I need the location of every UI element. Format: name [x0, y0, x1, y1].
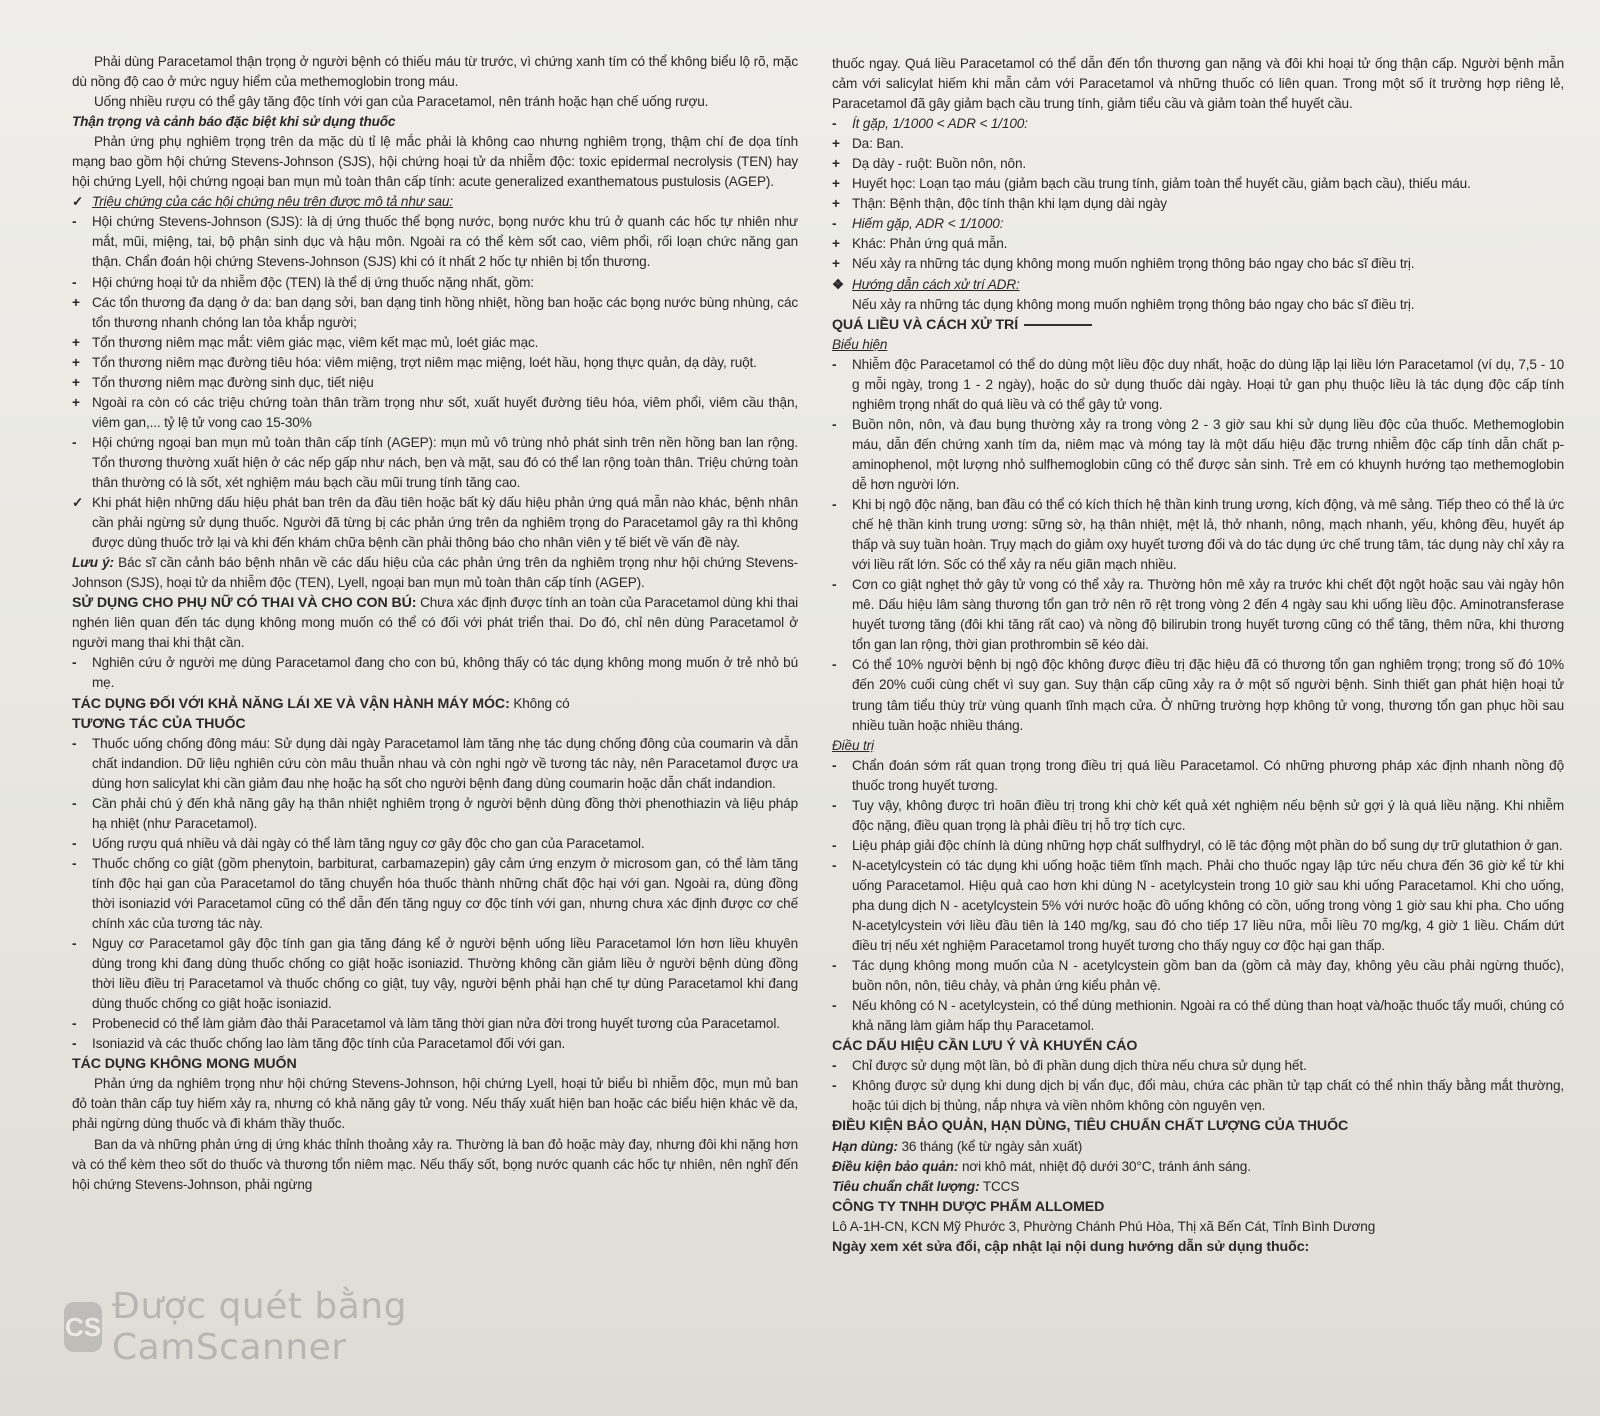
- left-column: [72, 52, 798, 1195]
- list-item: + Da: Ban.: [832, 134, 1564, 154]
- dash-icon: -: [832, 857, 837, 873]
- list-item: - Hội chứng hoại tử da nhiễm độc (TEN) là thể dị ứng thuốc nặng nhất, gồm:: [72, 273, 798, 293]
- dash-icon: -: [832, 356, 837, 372]
- dash-icon: -: [832, 998, 837, 1014]
- check-icon: ✓: [72, 194, 84, 210]
- dash-icon: -: [72, 835, 77, 851]
- section-heading-overdose: QUÁ LIỀU VÀ CÁCH XỬ TRÍ: [832, 316, 1019, 333]
- watermark-text: Được quét bằng CamScanner: [112, 1286, 407, 1368]
- dash-icon: -: [72, 1036, 77, 1052]
- quality-standard: Tiêu chuẩn chất lượng: TCCS: [832, 1178, 1020, 1194]
- right-column: [832, 54, 1564, 1257]
- section-heading-storage: ĐIỀU KIỆN BẢO QUẢN, HẠN DÙNG, TIÊU CHUẨN CHẤT LƯỢNG CỦA THUỐC: [832, 1118, 1349, 1135]
- paragraph: Uống nhiều rượu có thể gây tăng độc tính với gan của Paracetamol, nên tránh hoặc hạn chế uống rượu.: [94, 94, 709, 110]
- check-icon: ✓: [72, 495, 84, 511]
- list-item: ✓ Triệu chứng của các hội chứng nêu trên được mô tả như sau:: [72, 192, 798, 212]
- dash-icon: -: [832, 797, 837, 813]
- list-item: - Cần phải chú ý đến khả năng gây hạ thân nhiệt nghiêm trọng ở người bệnh dùng đồng thời phenothiazin và liệu pháp hạ nhiệt (như Paracetamol).: [72, 795, 798, 831]
- dash-icon: -: [832, 497, 837, 513]
- list-item: - Buồn nôn, nôn, và đau bụng thường xảy ra trong vòng 2 - 3 giờ sau khi sử dụng liều độc của thuốc. Methemoglobin máu, dẫn đến chứng xanh tím da, niêm mạc và móng tay là một dấu hiệu đặc trưng nhiễm độc cấp tính dẫn chất p-aminophenol, một lượng nhỏ sulfhemoglobin cũng có thể được sản sinh. Trẻ em có khuynh hướng tạo methemoglobin dễ hơn người lớn.: [832, 416, 1564, 492]
- revision-date-label: Ngày xem xét sửa đổi, cập nhật lại nội dung hướng dẫn sử dụng thuốc:: [832, 1238, 1310, 1255]
- plus-icon: +: [832, 196, 840, 212]
- list-item: - Chỉ được sử dụng một lần, bỏ đi phần dung dịch thừa nếu chưa sử dụng hết.: [832, 1056, 1564, 1076]
- dash-icon: -: [832, 216, 837, 232]
- divider: [1024, 324, 1092, 326]
- list-item: - Khi bị ngộ độc nặng, ban đầu có thể có kích thích hệ thần kinh trung ương, kích động, và mê sảng. Tiếp theo có thể là ức chế hệ thần kinh trung ương: sững sờ, hạ thân nhiệt, mệt lả, thở nhanh, nông, mạch nhanh, yếu, không đều, huyết áp thấp và suy tuần hoàn. Trụy mạch do giảm oxy huyết tương đối và do tác dụng ức chế trung tâm, tác dụng này chỉ xảy ra với liều rất lớn. Sốc có thể xảy ra nếu giãn mạch nhiều.: [832, 497, 1564, 573]
- plus-icon: +: [72, 354, 80, 370]
- list-item: + Ngoài ra còn có các triệu chứng toàn thân trầm trọng như sốt, xuất huyết đường tiêu hóa, viêm phổi, viêm cầu thận, viêm gan,... tỷ lệ tử vong cao 15-30%: [72, 394, 798, 430]
- list-item: - Liệu pháp giải độc chính là dùng những hợp chất sulfhydryl, có lẽ tác động một phần do bổ sung dự trữ glutathion ở gan.: [832, 836, 1564, 856]
- dash-icon: -: [72, 434, 77, 450]
- dash-icon: -: [832, 837, 837, 853]
- paragraph: Ban da và những phản ứng dị ứng khác thỉnh thoảng xảy ra. Thường là ban đỏ hoặc mày đay, nhưng đôi khi nặng hơn và có thể kèm theo sốt do thuốc và thương tổn niêm mạc. Nếu thấy sốt, bọng nước quanh các hốc tự nhiên, nên nghĩ đến hội chứng Stevens-Johnson, phải ngừng: [72, 1136, 798, 1192]
- paragraph: Nếu xảy ra những tác dụng không mong muốn nghiêm trọng thông báo ngay cho bác sĩ điều trị.: [852, 296, 1415, 312]
- list-item: - N-acetylcystein có tác dụng khi uống hoặc tiêm tĩnh mạch. Phải cho thuốc ngay lập tức nếu chưa đến 36 giờ kể từ khi uống Paracetamol. Hiệu quả cao hơn khi dùng N - acetylcystein trong 10 giờ sau khi uống Paracetamol. Khi cho uống, pha dung dịch N - acetylcystein 5% với nước hoặc đồ uống không có cồn, uống trong vòng 1 giờ sau khi pha. Cho uống N-acetylcystein với liều đầu tiên là 140 mg/kg, sau đó cho tiếp 17 liều nữa, mỗi liều 70 mg/kg, 4 giờ 1 liều. Chấm dứt điều trị nếu xét nghiệm Paracetamol trong huyết tương cho thấy nguy cơ độc hại gan thấp.: [832, 857, 1564, 954]
- dash-icon: -: [832, 577, 837, 593]
- section-heading-interactions: TƯƠNG TÁC CỦA THUỐC: [72, 715, 246, 732]
- list-item: - Cơn co giật nghẹt thở gây tử vong có thể xảy ra. Thường hôn mê xảy ra trước khi chết đột ngột hoặc sau vài ngày hôn mê. Dấu hiệu lâm sàng thương tổn gan trở nên rõ rệt trong vòng 2 đến 4 ngày sau khi uống liều độc. Aminotransferase huyết tương tăng (đôi khi tăng rất cao) và nồng độ bilirubin trong huyết tương cũng có thể tăng, thêm nữa, khi thương tổn gan lan rộng, thời gian prothrombin sẽ kéo dài.: [832, 577, 1564, 653]
- section-heading-signs: CÁC DẤU HIỆU CẦN LƯU Ý VÀ KHUYẾN CÁO: [832, 1038, 1138, 1055]
- company-address: Lô A-1H-CN, KCN Mỹ Phước 3, Phường Chánh Phú Hòa, Thị xã Bến Cát, Tỉnh Bình Dương: [832, 1218, 1376, 1234]
- list-item: - Probenecid có thể làm giảm đào thải Paracetamol và làm tăng thời gian nửa đời trong huyết tương của Paracetamol.: [72, 1014, 798, 1034]
- plus-icon: +: [72, 334, 80, 350]
- list-item: - Thuốc chống co giật (gồm phenytoin, barbiturat, carbamazepin) gây cảm ứng enzym ở microsom gan, có thể làm tăng tính độc hại gan của Paracetamol do tăng chuyển hóa thuốc thành những chất độc hại với gan. Ngoài ra, dùng đồng thời isoniazid với Paracetamol cũng có thể dẫn đến tăng nguy cơ độc tính với gan, nhưng chưa xác định được cơ chế chính xác của tương tác này.: [72, 855, 798, 932]
- pregnancy-section: SỬ DỤNG CHO PHỤ NỮ CÓ THAI VÀ CHO CON BÚ: Chưa xác định được tính an toàn của Paracetamol dùng khi thai nghén liên quan đến tác dụng không mong muốn có thể có đối với phát triển thai. Do đó, chỉ nên dùng Paracetamol ở người mang thai khi thật cần.: [72, 595, 798, 651]
- subheading-treatment: Điều trị: [832, 737, 874, 753]
- paragraph: Phải dùng Paracetamol thận trọng ở người bệnh có thiếu máu từ trước, vì chứng xanh tím có thể không biểu lộ rõ, mặc dù nồng độ cao ở mức nguy hiểm của methemoglobin trong máu.: [72, 54, 798, 90]
- list-item: - Hội chứng Stevens-Johnson (SJS): là dị ứng thuốc thể bọng nước, bọng nước khu trú ở quanh các hốc tự nhiên như mắt, mũi, miệng, tai, bộ phận sinh dục và hậu môn. Ngoài ra có thể kèm sốt cao, viêm phổi, rối loạn chức năng gan thận. Chẩn đoán hội chứng Stevens-Johnson (SJS) khi có ít nhất 2 hốc tự nhiên bị tổn thương.: [72, 214, 798, 270]
- dash-icon: -: [832, 416, 837, 432]
- section-heading-warnings: Thận trọng và cảnh báo đặc biệt khi sử dụng thuốc: [72, 114, 396, 130]
- driving-section: TÁC DỤNG ĐỐI VỚI KHẢ NĂNG LÁI XE VÀ VẬN HÀNH MÁY MÓC: Không có: [72, 695, 570, 712]
- storage-conditions: Điều kiện bảo quản: nơi khô mát, nhiệt độ dưới 30°C, tránh ánh sáng.: [832, 1158, 1251, 1174]
- shelf-life: Hạn dùng: 36 tháng (kể từ ngày sản xuất): [832, 1138, 1083, 1154]
- camscanner-logo-icon: CS: [64, 1302, 102, 1352]
- dash-icon: -: [72, 735, 77, 751]
- list-item: - Tác dụng không mong muốn của N - acetylcystein gồm ban da (gồm cả mày đay, không yêu cầu phải ngừng thuốc), buồn nôn, nôn, tiêu chảy, và phản ứng kiểu phản vệ.: [832, 958, 1564, 994]
- paragraph: Phản ứng phụ nghiêm trọng trên da mặc dù tỉ lệ mắc phải là không cao nhưng nghiêm trọng, thậm chí đe dọa tính mạng bao gồm hội chứng Stevens-Johnson (SJS), hội chứng hoại tử da nhiễm độc: toxic epidermal necrolysis (TEN) hay hội chứng Lyell, hội chứng ngoại ban mụn mủ toàn thân cấp tính: acute generalized exanthematous pustulosis (AGEP).: [72, 134, 798, 190]
- plus-icon: +: [832, 176, 840, 192]
- list-item: - Không được sử dụng khi dung dịch bị vẩn đục, đổi màu, chứa các phần tử tạp chất có thể nhìn thấy bằng mắt thường, hoặc túi dịch bị thủng, nắp nhựa và viền nhôm không còn nguyên vẹn.: [832, 1078, 1564, 1114]
- list-item: + Các tổn thương đa dạng ở da: ban dạng sởi, ban dạng tinh hồng nhiệt, hồng ban hoặc các bọng nước bùng nhùng, các tổn thương nhanh chóng lan tỏa khắp người;: [72, 294, 798, 330]
- dash-icon: -: [832, 1078, 837, 1094]
- plus-icon: +: [832, 256, 840, 272]
- list-item: - Nguy cơ Paracetamol gây độc tính gan gia tăng đáng kể ở người bệnh uống liều Paracetamol lớn hơn liều khuyên dùng trong khi đang dùng thuốc chống co giật hoặc isoniazid. Thường không cần giảm liều ở người bệnh dùng đồng thời liều điều trị Paracetamol và thuốc chống co giật, tuy vậy, người bệnh phải hạn chế tự dùng Paracetamol khi đang dùng thuốc chống co giật hoặc isoniazid.: [72, 936, 798, 1012]
- note-paragraph: Lưu ý: Bác sĩ cần cảnh báo bệnh nhân về các dấu hiệu của các phản ứng trên da nghiêm trọng như hội chứng Stevens-Johnson (SJS), hoại tử da nhiễm độc (TEN), Lyell, ngoại ban mụn mủ toàn thân cấp tính (AGEP).: [72, 555, 798, 591]
- list-item: + Khác: Phản ứng quá mẫn.: [832, 234, 1564, 254]
- list-item: + Thận: Bệnh thận, độc tính thận khi lạm dụng dài ngày: [832, 194, 1564, 214]
- list-item: + Nếu xảy ra những tác dụng không mong muốn nghiêm trọng thông báo ngay cho bác sĩ điều trị.: [832, 254, 1564, 274]
- plus-icon: +: [72, 294, 80, 310]
- list-item: + Tổn thương niêm mạc đường tiêu hóa: viêm miệng, trợt niêm mạc miệng, loét hầu, họng thực quản, dạ dày, ruột.: [72, 353, 798, 373]
- list-item: + Tổn thương niêm mạc mắt: viêm giác mạc, viêm kết mạc mủ, loét giác mạc.: [72, 333, 798, 353]
- list-item: ✓ Khi phát hiện những dấu hiệu phát ban trên da đầu tiên hoặc bất kỳ dấu hiệu phản ứng quá mẫn nào khác, bệnh nhân cần phải ngừng sử dụng thuốc. Người đã từng bị các phản ứng trên da nghiêm trọng do Paracetamol gây ra thì không được dùng thuốc trở lại và khi đến khám chữa bệnh cần phải thông báo cho nhân viên y tế biết về vấn đề này.: [72, 495, 798, 551]
- paragraph: Phản ứng da nghiêm trọng như hội chứng Stevens-Johnson, hội chứng Lyell, hoại tử biểu bì nhiễm độc, mụn mủ ban đỏ toàn thân cấp tuy hiếm xảy ra, nhưng có khả năng gây tử vong. Nếu thấy xuất hiện ban hoặc các biểu hiện khác về da, phải ngừng dùng thuốc và đi khám thầy thuốc.: [72, 1076, 798, 1132]
- list-item: - Có thể 10% người bệnh bị ngộ độc không được điều trị đặc hiệu đã có thương tổn gan nghiêm trọng; trong số đó 10% đến 20% cuối cùng chết vì suy gan. Suy thận cấp cũng xảy ra ở một số người bệnh. Sinh thiết gan phát hiện hoại tử trung tâm tiểu thùy trừ vùng quanh tĩnh mạch cửa. Ở những trường hợp không tử vong, thương tổn gan phục hồi sau nhiều tuần hoặc nhiều tháng.: [832, 657, 1564, 733]
- list-item: - Tuy vậy, không được trì hoãn điều trị trong khi chờ kết quả xét nghiệm nếu bệnh sử gợi ý là quá liều nặng. Khi nhiễm độc nặng, điều quan trọng là phải điều trị hỗ trợ tích cực.: [832, 797, 1564, 833]
- section-heading-adverse-effects: TÁC DỤNG KHÔNG MONG MUỐN: [72, 1056, 297, 1073]
- list-item: - Hội chứng ngoại ban mụn mủ toàn thân cấp tính (AGEP): mụn mủ vô trùng nhỏ phát sinh trên nền hồng ban lan rộng. Tổn thương thường xuất hiện ở các nếp gấp như nách, bẹn và mặt, sau đó có thể lan rộng toàn thân. Triệu chứng toàn thân thường có là sốt, xét nghiệm máu bạch cầu mũi trung tính tăng cao.: [72, 434, 798, 490]
- plus-icon: +: [832, 236, 840, 252]
- list-item: + Huyết học: Loạn tạo máu (giảm bạch cầu trung tính, giảm toàn thể huyết cầu, giảm bạch cầu), thiếu máu.: [832, 174, 1564, 194]
- list-item: - Ít gặp, 1/1000 < ADR < 1/100:: [832, 114, 1564, 134]
- dash-icon: -: [832, 116, 837, 132]
- list-item: - Hiếm gặp, ADR < 1/1000:: [832, 214, 1564, 234]
- list-item: - Nhiễm độc Paracetamol có thể do dùng một liều độc duy nhất, hoặc do dùng lặp lại liều lớn Paracetamol (ví dụ, 7,5 - 10 g mỗi ngày, trong 1 - 2 ngày), hoặc do sử dụng thuốc dài ngày. Hoại tử gan phụ thuộc liều là tác dụng độc cấp tính nghiêm trọng nhất do quá liều và có thể gây tử vong.: [832, 356, 1564, 412]
- list-item: - Uống rượu quá nhiều và dài ngày có thể làm tăng nguy cơ gây độc cho gan của Paracetamol.: [72, 834, 798, 854]
- dash-icon: -: [72, 795, 77, 811]
- list-item: - Isoniazid và các thuốc chống lao làm tăng độc tính của Paracetamol đối với gan.: [72, 1034, 798, 1054]
- dash-icon: -: [72, 936, 77, 952]
- dash-icon: -: [72, 214, 77, 230]
- list-item: ❖ Hướng dẫn cách xử trí ADR:: [832, 275, 1564, 295]
- paragraph: thuốc ngay. Quá liều Paracetamol có thể dẫn đến tổn thương gan nặng và đôi khi hoại tử ống thận cấp. Người bệnh mẫn cảm với salicylat hiếm khi mẫn cảm với Paracetamol và những thuốc có liên quan. Trong một số ít trường hợp riêng lẻ, Paracetamol đã gây giảm bạch cầu trung tính, giảm tiểu cầu và giảm toàn thể huyết cầu.: [832, 56, 1564, 112]
- dash-icon: -: [72, 1016, 77, 1032]
- list-item: - Thuốc uống chống đông máu: Sử dụng dài ngày Paracetamol làm tăng nhẹ tác dụng chống đông của coumarin và dẫn chất indandion. Dữ liệu nghiên cứu còn mâu thuẫn nhau và còn nghi ngờ về tương tác này, nên Paracetamol được ưa dùng hơn salicylat khi cần giảm đau nhẹ hoặc hạ sốt cho người bệnh đang dùng coumarin hoặc dẫn chất indandion.: [72, 735, 798, 791]
- subheading-symptoms: Biểu hiện: [832, 336, 888, 352]
- list-item: - Nếu không có N - acetylcystein, có thể dùng methionin. Ngoài ra có thể dùng than hoạt và/hoặc thuốc tẩy muối, chúng có khả năng làm giảm hấp thụ Paracetamol.: [832, 998, 1564, 1034]
- list-item: - Chẩn đoán sớm rất quan trọng trong điều trị quá liều Paracetamol. Có những phương pháp xác định nhanh nồng độ thuốc trong huyết tương.: [832, 757, 1564, 793]
- company-name: CÔNG TY TNHH DƯỢC PHẨM ALLOMED: [832, 1198, 1105, 1215]
- plus-icon: +: [72, 374, 80, 390]
- dash-icon: -: [72, 855, 77, 871]
- dash-icon: -: [72, 655, 77, 671]
- dash-icon: -: [72, 274, 77, 290]
- dash-icon: -: [832, 1058, 837, 1074]
- section-heading-overdose-row: [832, 315, 1564, 335]
- list-item: - Nghiên cứu ở người mẹ dùng Paracetamol đang cho con bú, không thấy có tác dụng không mong muốn ở trẻ nhỏ bú mẹ.: [72, 655, 798, 691]
- dash-icon: -: [832, 958, 837, 974]
- plus-icon: +: [832, 136, 840, 152]
- list-item: + Tổn thương niêm mạc đường sinh dục, tiết niệu: [72, 373, 798, 393]
- dash-icon: -: [832, 657, 837, 673]
- dash-icon: -: [832, 757, 837, 773]
- diamond-icon: ❖: [832, 276, 845, 292]
- list-item: + Dạ dày - ruột: Buồn nôn, nôn.: [832, 154, 1564, 174]
- plus-icon: +: [832, 156, 840, 172]
- plus-icon: +: [72, 394, 80, 410]
